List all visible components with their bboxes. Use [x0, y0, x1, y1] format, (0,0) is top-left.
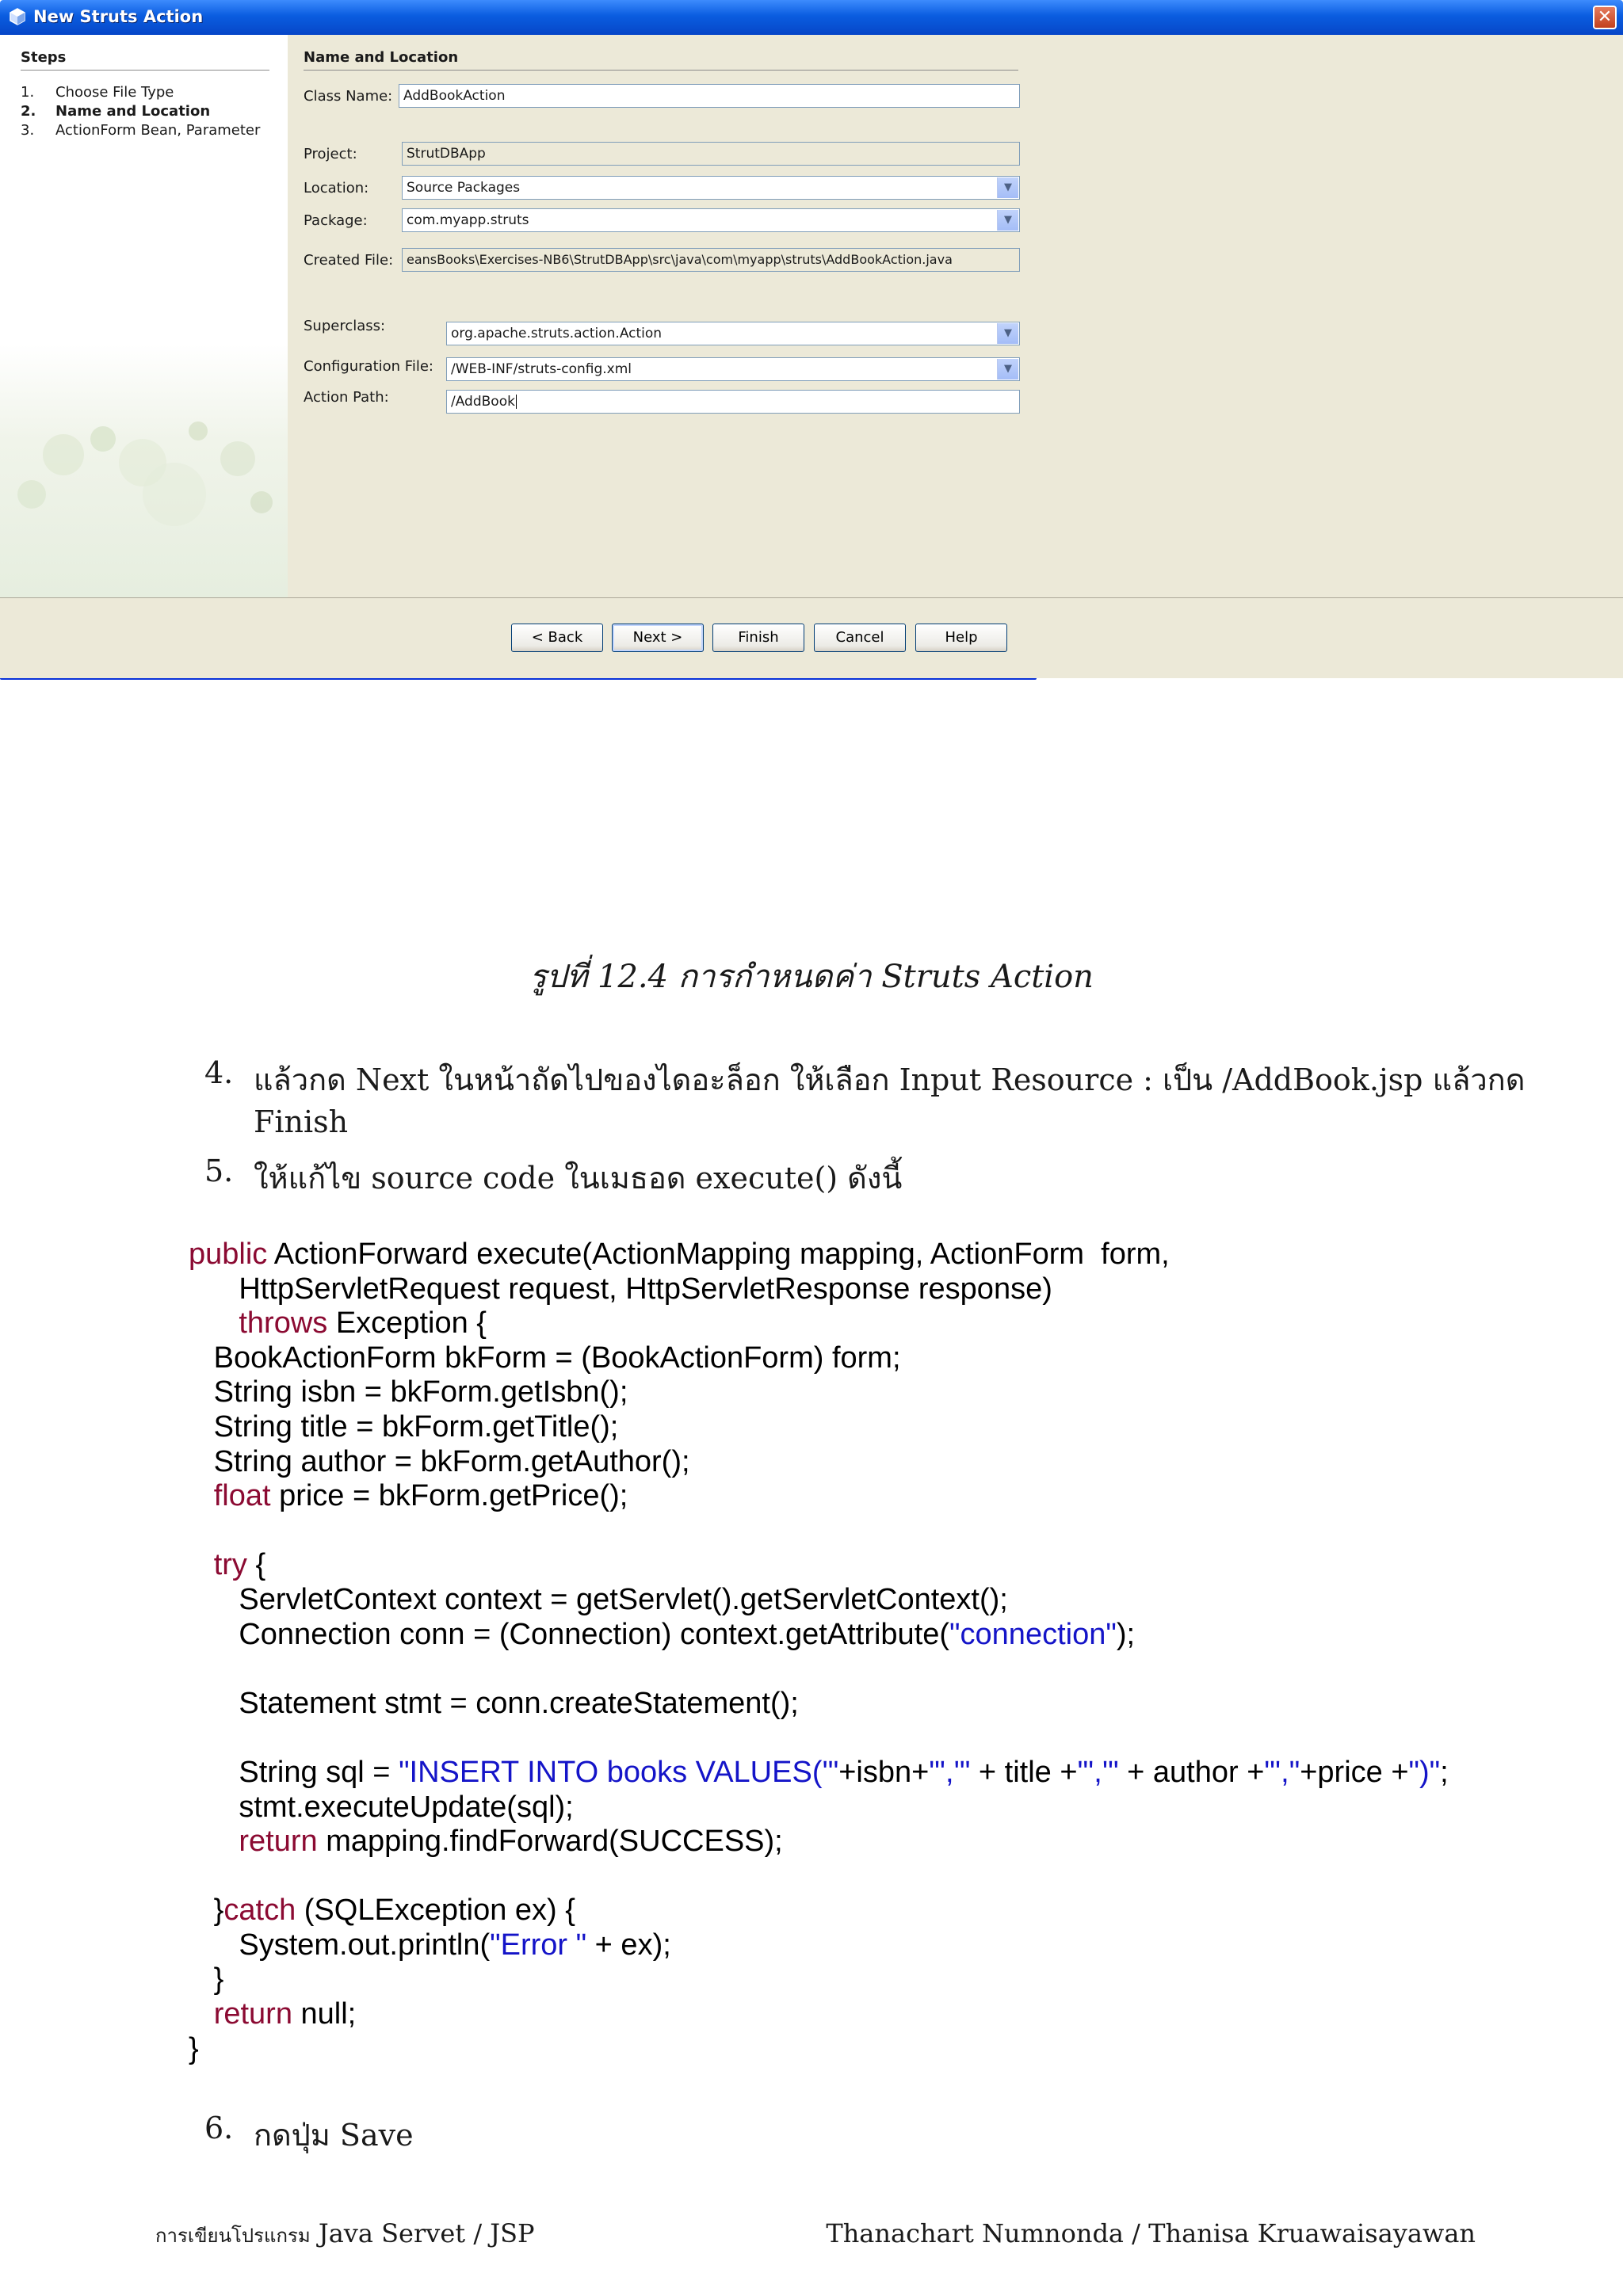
code-text: Statement stmt = conn.createStatement();	[189, 1686, 799, 1720]
step-item	[21, 122, 260, 139]
code-string: "','"	[1077, 1755, 1119, 1789]
code-text: String sql =	[189, 1755, 399, 1789]
location-select[interactable]	[402, 176, 1020, 200]
dialog-button-bar	[0, 597, 1037, 678]
code-line	[189, 1583, 1449, 1618]
code-text: }	[189, 1894, 224, 1928]
cancel-button[interactable]: Cancel	[814, 624, 906, 652]
code-line	[189, 1410, 1449, 1445]
code-string: "',"	[1264, 1755, 1300, 1789]
step-4-number: 4.	[204, 1055, 234, 1090]
code-keyword: catch	[223, 1894, 296, 1928]
code-line	[189, 1272, 1449, 1307]
step-6-text: กดปุ่ม Save	[254, 2118, 414, 2153]
code-string: "','"	[929, 1755, 971, 1789]
chevron-down-icon[interactable]: ▼	[997, 177, 1018, 198]
code-line	[189, 1721, 1449, 1756]
code-text: String isbn = bkForm.getIsbn();	[189, 1375, 628, 1409]
step-item	[21, 84, 174, 101]
code-line	[189, 1548, 1449, 1583]
step-5-number: 5.	[204, 1154, 234, 1188]
step-number: 1.	[21, 84, 35, 101]
footer-left-course: Java Servet / JSP	[310, 2218, 535, 2248]
project-label: Project:	[304, 146, 357, 162]
step-item-active	[21, 103, 210, 120]
next-button[interactable]: Next >	[612, 624, 704, 652]
code-text: mapping.findForward(SUCCESS);	[317, 1825, 783, 1859]
code-keyword: public	[189, 1238, 268, 1271]
code-line	[189, 1962, 1449, 1997]
code-line	[189, 1756, 1449, 1791]
name-location-panel	[288, 35, 1037, 597]
code-text: (SQLException ex) {	[296, 1894, 575, 1928]
step-label: Name and Location	[55, 103, 211, 120]
code-text: + author +	[1118, 1755, 1265, 1789]
location-label: Location:	[304, 180, 369, 196]
code-text: stmt.executeUpdate(sql);	[189, 1790, 574, 1824]
step-number: 3.	[21, 122, 35, 139]
superclass-label: Superclass:	[304, 318, 386, 334]
steps-divider	[21, 70, 269, 71]
class-name-label: Class Name:	[304, 88, 393, 105]
code-line	[189, 1791, 1449, 1825]
code-string: "connection"	[949, 1617, 1117, 1651]
code-line	[189, 1687, 1449, 1722]
code-text: }	[189, 2031, 199, 2065]
footer-left-thai: การเขียนโปรแกรม	[155, 2225, 311, 2247]
code-line	[189, 1375, 1449, 1410]
code-keyword: return	[239, 1825, 318, 1859]
code-listing	[189, 1238, 1449, 2066]
dialog-title: New Struts Action	[33, 7, 204, 26]
code-keyword: throws	[239, 1306, 328, 1341]
project-value: StrutDBApp	[407, 146, 486, 162]
code-text: String author = bkForm.getAuthor();	[189, 1444, 690, 1478]
code-text: }	[189, 1962, 224, 1997]
code-keyword: return	[213, 1997, 292, 2031]
code-keyword: float	[213, 1479, 271, 1513]
figure-caption: รูปที่ 12.4 การกำหนดค่า Struts Action	[529, 959, 1094, 995]
code-line	[189, 1341, 1449, 1376]
step-4-line2: Finish	[254, 1104, 349, 1139]
created-file-field	[402, 248, 1020, 272]
code-text	[189, 1306, 239, 1340]
code-text: );	[1116, 1617, 1136, 1651]
footer-left	[155, 2218, 535, 2251]
step-5-text: ให้แก้ไข source code ในเมธอด execute() ดังนี้	[254, 1161, 903, 1196]
code-string: "INSERT INTO books VALUES('"	[399, 1755, 839, 1789]
code-keyword: try	[213, 1548, 247, 1582]
code-text: HttpServletRequest request, HttpServletResponse response)	[189, 1272, 1052, 1306]
section-title: Name and Location	[304, 49, 459, 66]
code-string: ")"	[1408, 1755, 1441, 1789]
code-text	[189, 1997, 214, 2031]
step-4-line1: แล้วกด Next ในหน้าถัดไปของไดอะล็อก ให้เลือก Input Resource : เป็น /AddBook.jsp แล้วกด	[254, 1062, 1526, 1097]
step-label: Choose File Type	[55, 84, 174, 101]
code-text: BookActionForm bkForm = (BookActionForm) form;	[189, 1341, 901, 1375]
code-line	[189, 1894, 1449, 1928]
code-text: + title +	[970, 1755, 1078, 1789]
step-label: ActionForm Bean, Parameter	[55, 122, 261, 139]
steps-title: Steps	[21, 49, 67, 66]
package-value: com.myapp.struts	[407, 212, 529, 228]
chevron-down-icon[interactable]: ▼	[997, 210, 1018, 231]
text-cursor	[516, 395, 517, 409]
code-line	[189, 1514, 1449, 1549]
code-line	[189, 1997, 1449, 2032]
finish-button[interactable]: Finish	[712, 624, 804, 652]
code-text: ;	[1440, 1755, 1449, 1789]
code-text: ServletContext context = getServlet().getServletContext();	[189, 1582, 1008, 1616]
netbeans-cube-icon	[10, 8, 25, 25]
code-text	[189, 1479, 214, 1512]
action-path-label: Action Path:	[304, 389, 389, 406]
code-text: Exception {	[327, 1306, 487, 1341]
package-label: Package:	[304, 212, 368, 229]
action-path-input[interactable]	[446, 390, 1020, 414]
code-text: Connection conn = (Connection) context.getAttribute(	[189, 1617, 950, 1651]
code-text: String title = bkForm.getTitle();	[189, 1409, 619, 1444]
code-line	[189, 1928, 1449, 1963]
section-divider	[304, 70, 1018, 71]
configuration-file-value: /WEB-INF/struts-config.xml	[451, 361, 632, 377]
action-path-value: /AddBook	[451, 394, 515, 410]
dialog-titlebar[interactable]: New Struts Action ✕	[0, 0, 1037, 35]
code-text: +price +	[1300, 1755, 1409, 1789]
created-file-label: Created File:	[304, 252, 394, 269]
code-string: "Error "	[490, 1928, 587, 1962]
class-name-field[interactable]	[399, 84, 1020, 108]
code-line	[189, 1652, 1449, 1687]
code-line	[189, 1306, 1449, 1341]
code-text	[189, 1825, 239, 1858]
configuration-file-label: Configuration File:	[304, 358, 433, 375]
code-text: + ex);	[586, 1928, 671, 1962]
new-struts-action-dialog	[0, 0, 1613, 680]
class-name-value: AddBookAction	[403, 88, 506, 104]
chevron-down-icon[interactable]: ▼	[997, 359, 1018, 379]
chevron-down-icon[interactable]: ▼	[997, 323, 1018, 344]
decorative-bubbles-art	[0, 407, 288, 597]
created-file-value: eansBooks\Exercises-NB6\StrutDBApp\src\java\com\myapp\struts\AddBookAction.java	[407, 252, 953, 267]
code-text: +isbn+	[838, 1755, 930, 1789]
code-line	[189, 2032, 1449, 2067]
superclass-value: org.apache.struts.action.Action	[451, 326, 663, 341]
back-button[interactable]: < Back	[511, 624, 603, 652]
code-line	[189, 1859, 1449, 1894]
steps-panel	[0, 35, 288, 597]
code-text: ActionForward execute(ActionMapping mapping, ActionForm form,	[267, 1238, 1170, 1271]
code-text	[189, 1548, 214, 1581]
code-line	[189, 1825, 1449, 1859]
help-button[interactable]: Help	[915, 624, 1007, 652]
configuration-file-select[interactable]	[446, 357, 1020, 381]
code-text: {	[246, 1548, 266, 1582]
step-6-number: 6.	[204, 2111, 234, 2145]
code-line	[189, 1238, 1449, 1272]
footer-right: Thanachart Numnonda / Thanisa Kruawaisayawan	[826, 2218, 1476, 2248]
package-select[interactable]	[402, 208, 1020, 232]
code-line	[189, 1618, 1449, 1653]
code-text: System.out.println(	[189, 1928, 491, 1962]
superclass-select[interactable]	[446, 322, 1020, 345]
location-value: Source Packages	[407, 180, 521, 196]
code-line	[189, 1445, 1449, 1480]
step-number: 2.	[21, 103, 36, 120]
project-field	[402, 142, 1020, 166]
code-line	[189, 1479, 1449, 1514]
code-text: price = bkForm.getPrice();	[270, 1479, 628, 1513]
code-text: null;	[292, 1997, 357, 2031]
